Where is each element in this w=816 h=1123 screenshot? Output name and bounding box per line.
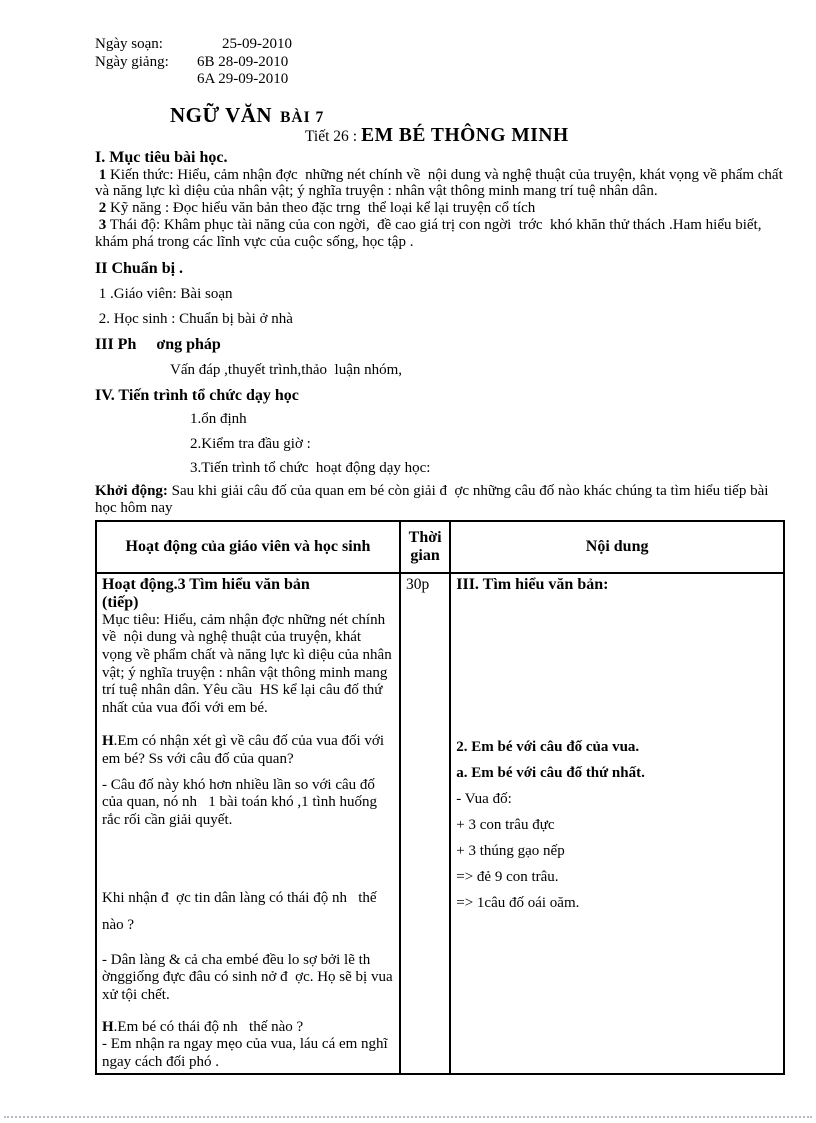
subject-title: NGỮ VĂN [170, 102, 273, 127]
attitude-objective [95, 217, 790, 251]
lesson-activity-table [95, 520, 785, 1076]
knowledge-number: 1 [95, 166, 107, 183]
warmup-text: Sau khi giải câu đố của quan em bé còn giải đ ợc những câu đố nào khác chúng ta tìm hiểu tiếp bài học hôm nay [95, 483, 773, 517]
section-iii-heading: III Ph ơng pháp [95, 336, 221, 354]
date-prepared-label: Ngày soạn: [95, 36, 163, 52]
period-label: Tiết 26 [305, 127, 349, 145]
preparation-student: 2. Học sinh : Chuẩn bị bài ở nhà [95, 311, 293, 328]
page-content [95, 36, 790, 1075]
attitude-text: Thái độ: Khâm phục tài năng của con ngời, đề cao giá trị con ngời trớc khó khăn thử thách .Ham hiểu biết, khám phá trong các lĩnh vực của cuộc sống, học tập . [95, 216, 766, 250]
title-colon: : [352, 127, 358, 145]
lesson-number: BÀI 7 [280, 108, 325, 126]
answer-3: - Em nhận ra ngay mẹo của vua, láu cá em nghĩ ngay cách đối phó . [102, 1036, 392, 1070]
activity-title-line-2: (tiếp) [102, 593, 139, 611]
procedure-item-2: 2.Kiểm tra đầu giờ : [190, 435, 311, 452]
section-i-heading: I. Mục tiêu bài học. [95, 148, 228, 166]
question-3 [102, 1019, 394, 1037]
procedure-item-3: 3.Tiến trình tổ chức hoạt động dạy học: [190, 460, 431, 477]
column-header-time: Thời gian [400, 521, 450, 573]
content-line: + 3 con trâu đực [456, 816, 555, 833]
skill-objective [95, 200, 790, 217]
title-block [95, 103, 790, 147]
content-cell [450, 573, 784, 1075]
content-line: - Vua đố: [456, 790, 512, 807]
content-subheading-2a: a. Em bé với câu đố thứ nhất. [456, 764, 645, 781]
question-1-marker: H [102, 733, 114, 750]
method-text: Vấn đáp ,thuyết trình,thảo luận nhóm, [170, 362, 403, 379]
date-prepared-row [95, 36, 790, 54]
question-3-marker: H [102, 1018, 114, 1035]
question-2: Khi nhận đ ợc tin dân làng có thái độ nh thế nào ? [102, 890, 381, 933]
column-header-content: Nội dung [450, 521, 784, 573]
content-spacer [456, 594, 778, 734]
table-header-row [96, 521, 784, 573]
knowledge-objective [95, 167, 790, 201]
date-prepared-value: 25-09-2010 [222, 36, 292, 52]
question-1-text: .Em có nhận xét gì về câu đố của vua đối với em bé? Ss với câu đố của quan? [102, 733, 388, 768]
header-dates [95, 36, 790, 89]
page-bottom-dotted-line [4, 1116, 812, 1118]
answer-2: - Dân làng & cả cha embé đều lo sợ bởi lẽ th ờnggiống đực đâu có sinh nở đ ợc. Họ sẽ bị vua xử tội chết. [102, 951, 397, 1004]
preparation-teacher: 1 .Giáo viên: Bài soạn [95, 286, 233, 303]
knowledge-text: Kiến thức: Hiểu, cảm nhận đợc những nét chính về nội dung và nghệ thuật của truyện, khát vọng về phẩm chất và năng lực kì diệu của nhân vật; ý nghĩa truyện : nhân vật thông minh mang trí tuệ nhân dân. [95, 166, 787, 200]
column-header-activities: Hoạt động của giáo viên và học sinh [96, 521, 400, 573]
warmup-label: Khởi động: [95, 483, 168, 500]
time-value: 30p [405, 575, 430, 593]
question-1 [102, 733, 394, 768]
skill-text: Kỹ năng : Đọc hiểu văn bản theo đặc trng thể loại kể lại truyện cổ tích [106, 200, 536, 217]
table-body-row [96, 573, 784, 1075]
content-line: => đẻ 9 con trâu. [456, 868, 559, 885]
lesson-title: EM BÉ THÔNG MINH [361, 124, 569, 146]
activity-objective: Mục tiêu: Hiểu, cảm nhận đợc những nét chính về nội dung và nghệ thuật của truyện, khát vọng về phẩm chất và năng lực kì diệu của nhân vật; ý nghĩa truyện : nhân vật thông minh mang trí tuệ nhân dân. Yêu cầu HS kể lại câu đố thứ nhất của vua đối với em bé. [102, 611, 396, 716]
skill-number: 2 [95, 200, 107, 217]
procedure-item-1: 1.ổn định [190, 410, 247, 427]
time-cell [400, 573, 450, 1075]
date-taught-label: Ngày giảng: [95, 53, 169, 70]
section-ii-heading: II Chuẩn bị . [95, 260, 184, 278]
activities-cell [96, 573, 400, 1075]
activity-title-line-1: Hoạt động.3 Tìm hiểu văn bản [102, 575, 310, 593]
date-taught-6a: 6A 29-09-2010 [197, 71, 289, 87]
section-iv-heading: IV. Tiến trình tổ chức dạy học [95, 386, 299, 404]
content-line: + 3 thúng gạo nếp [456, 842, 565, 859]
content-subheading-2: 2. Em bé với câu đố của vua. [456, 738, 640, 755]
date-taught-row [95, 54, 790, 72]
content-heading: III. Tìm hiểu văn bản: [456, 575, 609, 593]
attitude-number: 3 [95, 216, 107, 233]
answer-1: - Câu đố này khó hơn nhiều lần so với câu đố của quan, nó nh 1 bài toán khó ,1 tình huống rắc rối cần giải quyết. [102, 776, 381, 828]
warmup-paragraph [95, 483, 790, 517]
date-taught-row-2 [95, 71, 790, 89]
question-3-text: .Em bé có thái độ nh thế nào ? [113, 1018, 304, 1035]
title-line-2 [305, 125, 790, 147]
date-taught-6b: 6B 28-09-2010 [197, 53, 289, 70]
content-line: => 1câu đố oái oăm. [456, 894, 580, 911]
